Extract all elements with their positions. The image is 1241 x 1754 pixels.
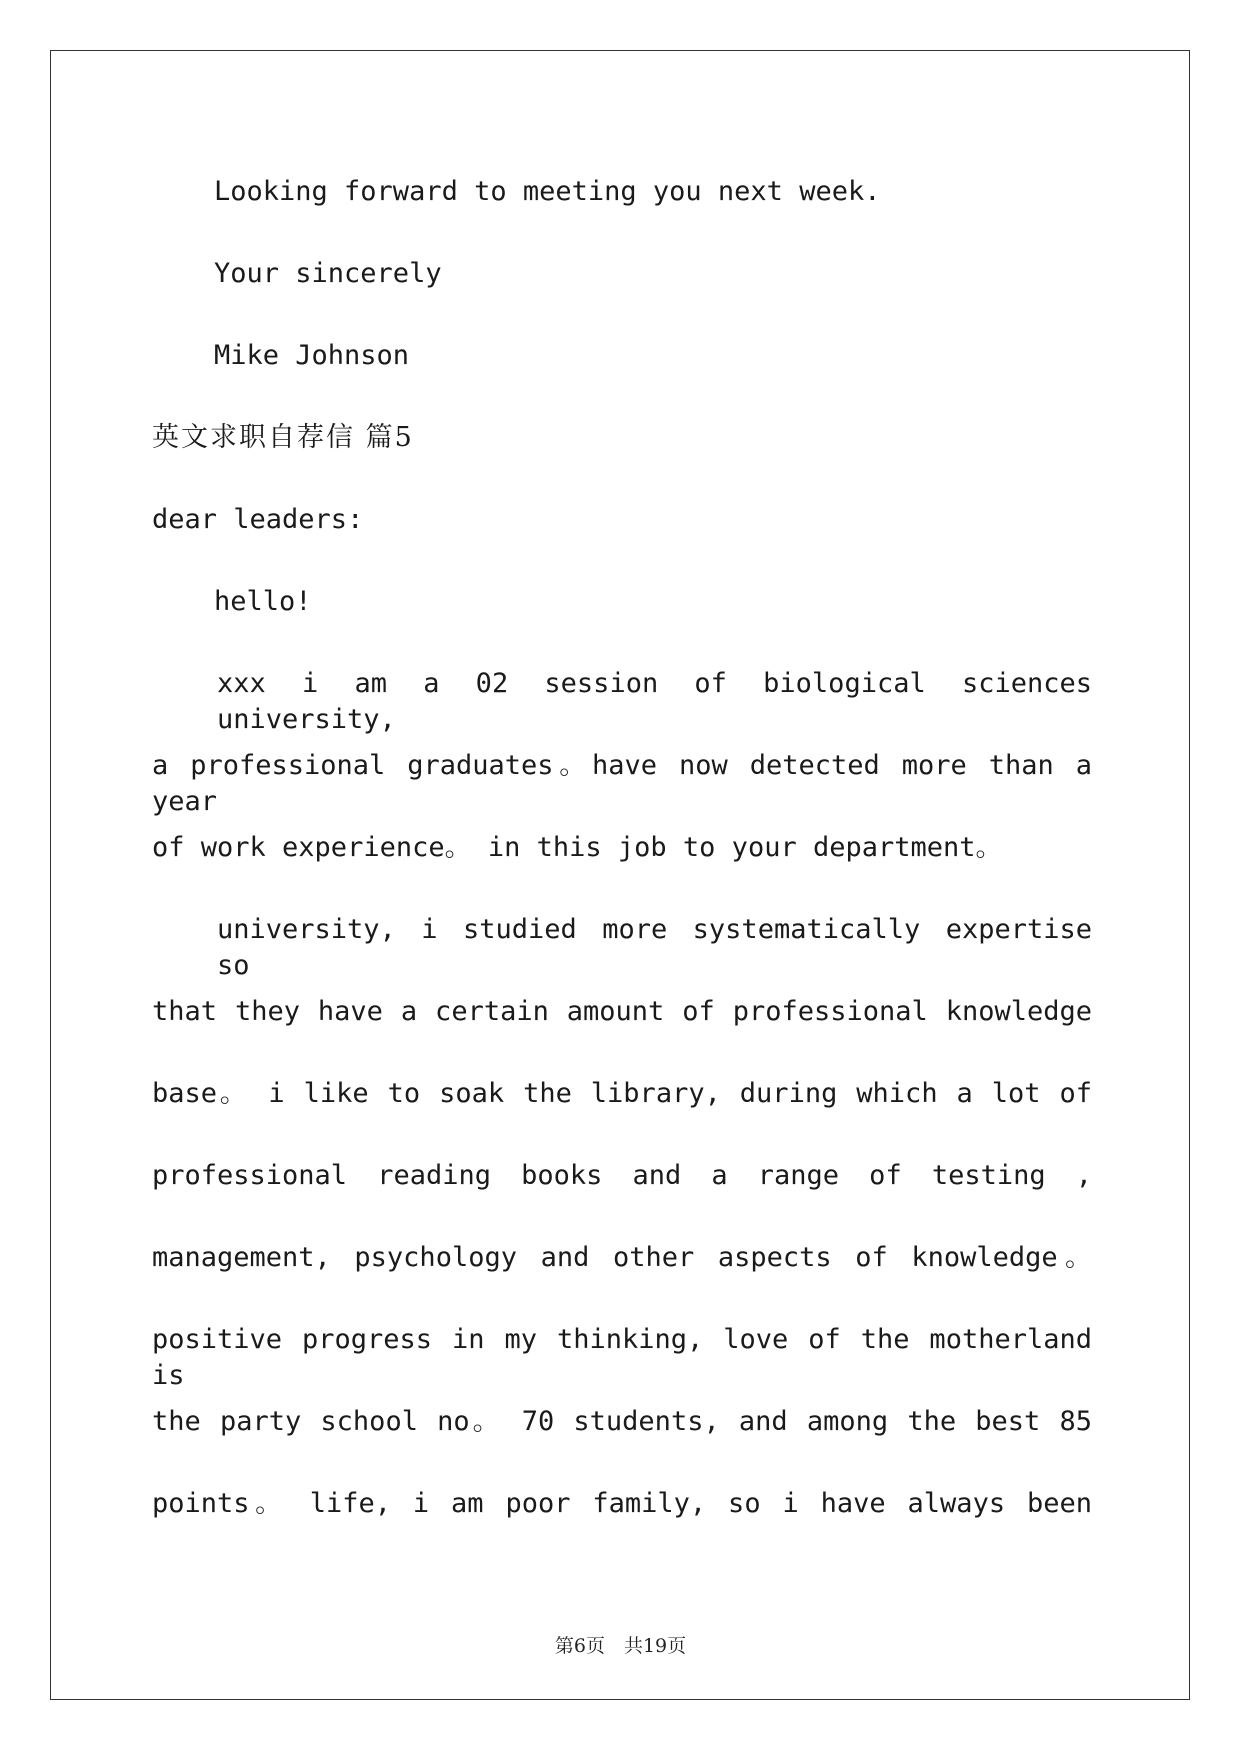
- body-line: management, psychology and other aspects of knowledge。: [152, 1242, 1092, 1273]
- page-border: [50, 50, 1190, 1700]
- section-heading: 英文求职自荐信 篇5: [152, 422, 414, 453]
- body-line: xxx i am a 02 session of biological sciences university,: [217, 668, 1092, 735]
- body-line: professional reading books and a range of testing ,: [152, 1160, 1092, 1191]
- body-line: points。 life, i am poor family, so i have always been: [152, 1488, 1092, 1519]
- body-line: of work experience。 in this job to your department。: [152, 832, 1003, 863]
- body-line: base。 i like to soak the library, during which a lot of: [152, 1078, 1092, 1109]
- signature-name: Mike Johnson: [214, 340, 410, 371]
- greeting-hello: hello!: [214, 586, 312, 617]
- body-line: positive progress in my thinking, love of the motherland is: [152, 1324, 1092, 1391]
- body-line: a professional graduates。have now detected more than a year: [152, 750, 1092, 817]
- closing-line: Looking forward to meeting you next week.: [214, 176, 881, 207]
- body-line: university, i studied more systematically expertise so: [217, 914, 1092, 981]
- salutation-closing: Your sincerely: [214, 258, 442, 289]
- page-number-footer: 第6页 共19页: [554, 1635, 687, 1657]
- greeting: dear leaders:: [152, 504, 364, 535]
- body-line: that they have a certain amount of professional knowledge: [152, 996, 1092, 1027]
- body-line: the party school no。 70 students, and among the best 85: [152, 1406, 1092, 1437]
